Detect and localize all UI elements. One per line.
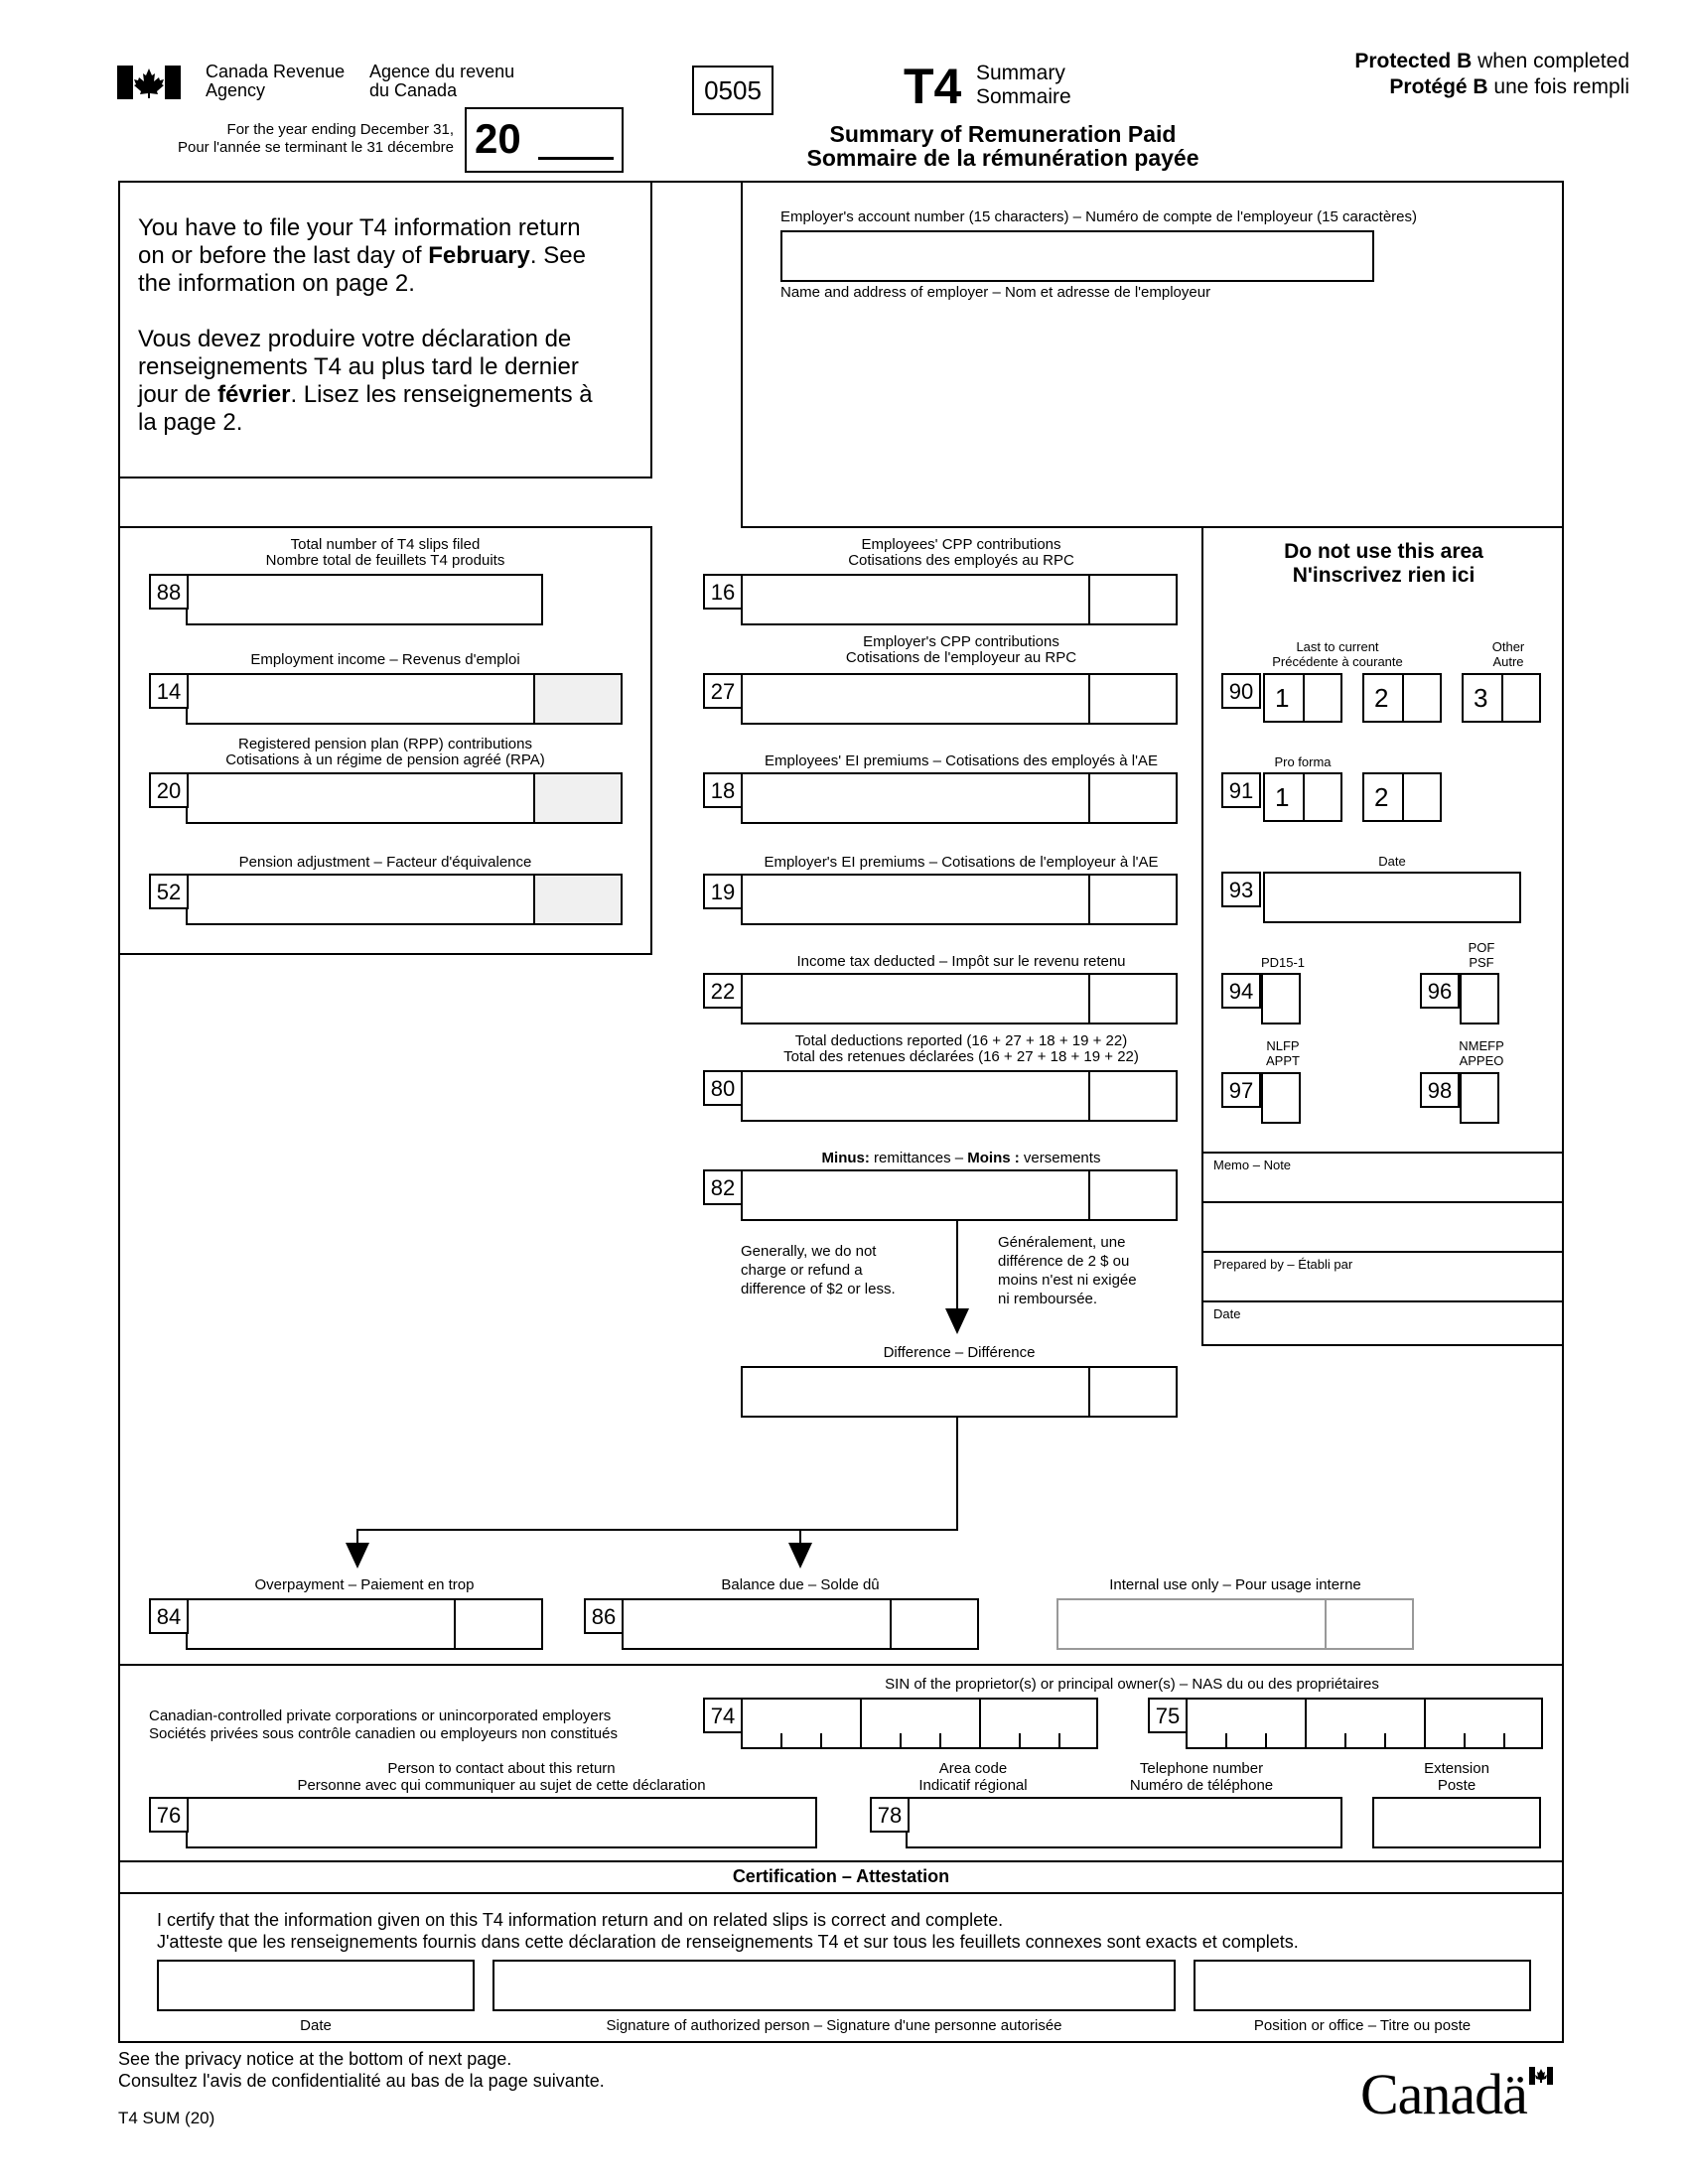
agency-fr-2: du Canada [369,80,458,100]
box22-label: Income tax deducted – Impôt sur le revenu retenu [796,953,1126,970]
form-name: T4 [904,59,962,114]
office-date-label: Date [1378,854,1406,869]
box14-label: Employment income – Revenus d'emploi [250,651,520,668]
box27-label-en: Employer's CPP contributions [863,633,1059,650]
privacy-notice-fr: Consultez l'avis de confidentialité au bas de la page suivante. [118,2071,605,2091]
wordmark-flag-icon [1529,2067,1553,2085]
box20-label-fr: Cotisations à un régime de pension agréé (RPA) [225,751,545,768]
cert-text-en: I certify that the information given on this T4 information return and on related slips is correct and complete. [157,1910,1004,1930]
contact-label-en: Person to contact about this return [387,1760,616,1777]
extension-label-fr: Poste [1437,1777,1477,1794]
notice-fr-4: la page 2. [138,409,243,436]
box86-field[interactable] [622,1598,979,1650]
box93-field[interactable] [1263,872,1521,923]
box80-field[interactable] [741,1070,1178,1122]
prepared-by-label: Prepared by – Établi par [1213,1257,1353,1272]
internal-use-cents [1325,1600,1412,1648]
box88-label-en: Total number of T4 slips filed [290,536,481,553]
agency-fr-1: Agence du revenu [369,62,515,81]
box98-code: 98 [1420,1072,1460,1108]
year-prefix: 20 [475,115,521,162]
nlfp-label: NLFP [1266,1038,1300,1053]
divider [118,1860,1564,1862]
note-en-3: difference of $2 or less. [741,1281,896,1297]
box19-cents [1088,876,1176,923]
protected-fr: Protégé B une fois rempli [1389,75,1629,98]
box14-code: 14 [149,673,189,709]
box78-phone-field[interactable] [906,1797,1342,1848]
difference-cents [1088,1368,1176,1416]
extension-field[interactable] [1372,1797,1541,1848]
box52-code: 52 [149,874,189,909]
difference-field[interactable] [741,1366,1178,1418]
notice-en-3: the information on page 2. [138,270,415,297]
divider [1203,1300,1564,1302]
box90-code: 90 [1221,673,1261,709]
divider [1203,1152,1564,1154]
box97-code: 97 [1221,1072,1261,1108]
notice-en-1: You have to file your T4 information return [138,214,581,241]
box91-option-1[interactable] [1263,772,1342,822]
employer-name-label: Name and address of employer – Nom et adresse de l'employeur [780,284,1211,301]
form-type-en: Summary [976,62,1065,84]
box14-field[interactable] [186,673,623,725]
nmefp-label: NMEFP [1459,1038,1504,1053]
box18-label: Employees' EI premiums – Cotisations des employés à l'AE [765,752,1158,769]
note-fr-4: ni remboursée. [998,1291,1098,1307]
divider [1203,1201,1564,1203]
year-label-en: For the year ending December 31, [226,121,454,138]
box88-field[interactable] [186,574,543,625]
box91-code: 91 [1221,772,1261,808]
box80-cents [1088,1072,1176,1120]
box18-field[interactable] [741,772,1178,824]
box90-option-3[interactable] [1462,673,1541,723]
box52-field[interactable] [186,874,623,925]
box76-code: 76 [149,1797,189,1833]
cert-text-fr: J'atteste que les renseignements fournis dans cette déclaration de renseignements T4 et sur tous les feuillets connexes sont exacts et complets. [157,1932,1299,1952]
arrow-down-icon [788,1543,812,1569]
box96-code: 96 [1420,973,1460,1009]
sin-desc-en: Canadian-controlled private corporations or unincorporated employers [149,1707,612,1724]
cert-position-field[interactable] [1194,1960,1531,2011]
pof-label: POF [1468,940,1495,955]
canada-flag-icon [117,66,181,99]
box94-code: 94 [1221,973,1261,1009]
cert-date-field[interactable] [157,1960,475,2011]
other-fr: Autre [1492,654,1524,669]
box84-label: Overpayment – Paiement en trop [254,1576,475,1593]
title-en: Summary of Remuneration Paid [829,121,1177,147]
arrow-line-diff [956,1221,958,1310]
title-fr: Sommaire de la rémunération payée [806,145,1199,171]
box16-cents [1088,576,1176,623]
option-digit-1: 1 [1275,782,1290,812]
memo-label: Memo – Note [1213,1158,1292,1172]
box88-code: 88 [149,574,189,610]
box86-cents [890,1600,977,1648]
notice-en-2: on or before the last day of February. See [138,242,586,269]
cert-date-label: Date [300,2017,332,2034]
box16-label-fr: Cotisations des employés au RPC [848,552,1074,569]
note-en-1: Generally, we do not [741,1243,877,1260]
box82-cents [1088,1171,1176,1219]
box80-label-fr: Total des retenues déclarées (16 + 27 + 18 + 19 + 22) [783,1048,1139,1065]
contact-label-fr: Personne avec qui communiquer au sujet de cette déclaration [297,1777,706,1794]
box20-cents [533,774,621,822]
box74-sin-field[interactable] [741,1698,1098,1749]
box20-label-en: Registered pension plan (RPP) contributions [238,736,532,752]
year-label-fr: Pour l'année se terminant le 31 décembre [177,139,454,156]
arrow-down-icon [346,1543,369,1569]
box22-code: 22 [703,973,743,1009]
last-current-en: Last to current [1296,639,1379,654]
option-digit-1: 1 [1275,683,1290,713]
box20-code: 20 [149,772,189,808]
box82-field[interactable] [741,1169,1178,1221]
area-code-label-en: Area code [938,1760,1008,1777]
agency-en-1: Canada Revenue [206,62,346,81]
box19-code: 19 [703,874,743,909]
box27-code: 27 [703,673,743,709]
box75-code: 75 [1148,1698,1188,1733]
box27-label-fr: Cotisations de l'employeur au RPC [845,649,1077,666]
year-field[interactable] [465,107,624,173]
box90-option-2[interactable] [1362,673,1442,723]
year-underline [538,157,614,160]
employer-account-label: Employer's account number (15 characters) – Numéro de compte de l'employeur (15 caractères) [780,208,1418,225]
office-title-fr: N'inscrivez rien ici [1292,564,1476,587]
extension-label-en: Extension [1424,1760,1489,1777]
box22-cents [1088,975,1176,1023]
last-current-fr: Précédente à courante [1272,654,1403,669]
box75-sin-field[interactable] [1186,1698,1543,1749]
form-code: 0505 [692,66,774,115]
employer-area [741,181,1564,528]
notice-box [118,181,652,478]
office-title-en: Do not use this area [1284,540,1483,563]
box88-label-fr: Nombre total de feuillets T4 produits [265,552,505,569]
office-use-area [1201,526,1564,1346]
box96-field[interactable] [1460,973,1499,1024]
box16-code: 16 [703,574,743,610]
canada-wordmark: Canadä [1360,2062,1527,2126]
certification-title: Certification – Attestation [732,1866,950,1886]
note-fr-1: Généralement, une [998,1234,1126,1251]
divider [118,1664,1564,1666]
divider [1203,1251,1564,1253]
note-en-2: charge or refund a [741,1262,863,1279]
box97-field[interactable] [1261,1072,1301,1124]
office-date2-label: Date [1213,1306,1241,1321]
box84-cents [454,1600,541,1648]
notice-fr-3: jour de février. Lisez les renseignements à [138,381,593,408]
box94-field[interactable] [1261,973,1301,1024]
appt-label: APPT [1266,1053,1300,1068]
sin-desc-fr: Sociétés privées sous contrôle canadien ou employeurs non constitués [149,1725,618,1742]
box84-field[interactable] [186,1598,543,1650]
box52-label: Pension adjustment – Facteur d'équivalence [238,854,532,871]
note-fr-2: différence de 2 $ ou [998,1253,1130,1270]
box14-cents [533,675,621,723]
area-code-label-fr: Indicatif régional [918,1777,1028,1794]
privacy-notice-en: See the privacy notice at the bottom of next page. [118,2049,512,2069]
box90-option-1[interactable] [1263,673,1342,723]
divider [118,1892,1564,1894]
arrow-down-icon [945,1308,969,1334]
telephone-label-fr: Numéro de téléphone [1129,1777,1274,1794]
box86-code: 86 [584,1598,624,1634]
arrow-line-horizontal [356,1529,958,1531]
box16-field[interactable] [741,574,1178,625]
psf-label: PSF [1469,955,1494,970]
box86-label: Balance due – Solde dû [721,1576,880,1593]
box74-code: 74 [703,1698,743,1733]
notice-fr-2: renseignements T4 au plus tard le dernier [138,353,579,380]
box16-label-en: Employees' CPP contributions [861,536,1061,553]
other-en: Other [1491,639,1525,654]
form-id: T4 SUM (20) [118,2109,215,2127]
form-type-fr: Sommaire [976,85,1071,108]
box18-code: 18 [703,772,743,808]
employer-account-field[interactable] [780,230,1374,282]
pd15-label: PD15-1 [1260,955,1306,970]
box80-label-en: Total deductions reported (16 + 27 + 18 + 19 + 22) [794,1032,1128,1049]
difference-label: Difference – Différence [883,1344,1036,1361]
box19-label: Employer's EI premiums – Cotisations de l'employeur à l'AE [764,854,1159,871]
cert-signature-field[interactable] [492,1960,1176,2011]
box27-field[interactable] [741,673,1178,725]
box20-field[interactable] [186,772,623,824]
option-digit-2: 2 [1374,683,1389,713]
appeo-label: APPEO [1459,1053,1504,1068]
option-digit-3: 3 [1474,683,1488,713]
option-digit-2: 2 [1374,782,1389,812]
agency-en-2: Agency [206,80,266,100]
box76-contact-field[interactable] [186,1797,817,1848]
internal-use-label: Internal use only – Pour usage interne [1109,1576,1361,1593]
cert-position-label: Position or office – Titre ou poste [1253,2017,1472,2034]
internal-use-field [1056,1598,1414,1650]
box18-cents [1088,774,1176,822]
box19-field[interactable] [741,874,1178,925]
protected-en: Protected B when completed [1354,50,1629,72]
box93-code: 93 [1221,872,1261,907]
box82-code: 82 [703,1169,743,1205]
box82-label: Minus: remittances – Moins : versements [821,1150,1101,1166]
notice-fr-1: Vous devez produire votre déclaration de [138,326,572,352]
box52-cents [533,876,621,923]
cert-signature-label: Signature of authorized person – Signature d'une personne autorisée [606,2017,1062,2034]
pro-forma-label: Pro forma [1274,754,1332,769]
box91-option-2[interactable] [1362,772,1442,822]
telephone-label-en: Telephone number [1139,1760,1264,1777]
box22-field[interactable] [741,973,1178,1024]
box80-code: 80 [703,1070,743,1106]
box98-field[interactable] [1460,1072,1499,1124]
arrow-line-branch [956,1418,958,1531]
box84-code: 84 [149,1598,189,1634]
box78-code: 78 [870,1797,910,1833]
sin-label: SIN of the proprietor(s) or principal owner(s) – NAS du ou des propriétaires [885,1676,1379,1693]
note-fr-3: moins n'est ni exigée [998,1272,1137,1289]
box27-cents [1088,675,1176,723]
